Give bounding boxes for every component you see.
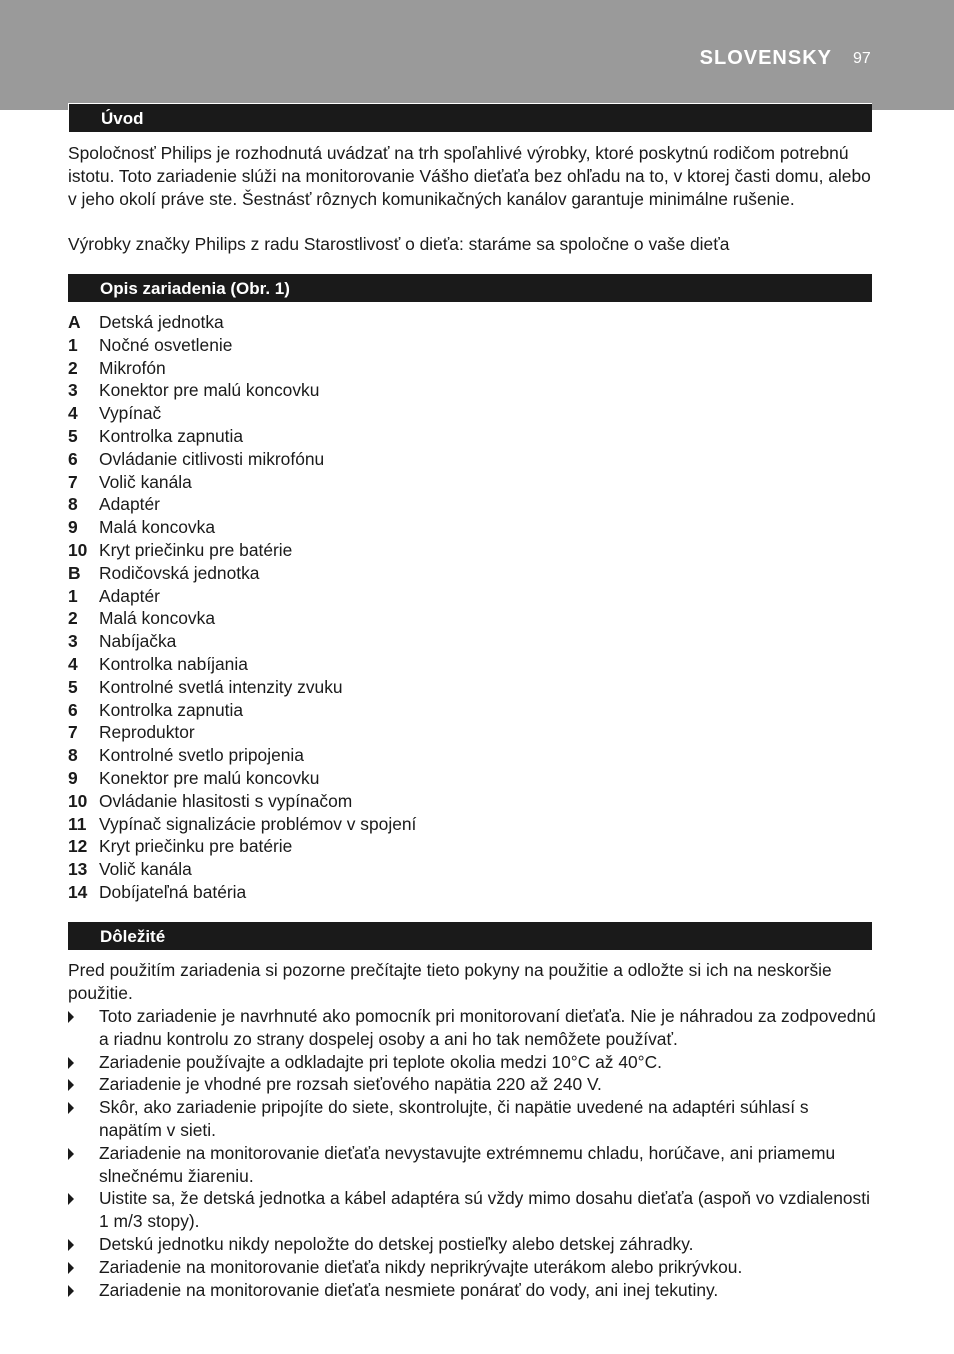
triangle-bullet-icon	[68, 1011, 74, 1023]
triangle-bullet-icon	[68, 1148, 74, 1160]
list-item	[68, 1256, 876, 1279]
part-key: 14	[68, 881, 88, 902]
list-item	[68, 1233, 876, 1256]
part-key: A	[68, 312, 81, 332]
list-item	[68, 539, 416, 562]
part-key: 8	[68, 494, 78, 515]
part-label: Kontrolné svetlá intenzity zvuku	[99, 676, 343, 697]
part-label: Nočné osvetlenie	[99, 334, 233, 355]
bullet-text: Zariadenie na monitorovanie dieťaťa nevystavujte extrémnemu chladu, horúčave, ani priamemu slnečnému žiareniu.	[99, 1142, 836, 1186]
page-number: 97	[853, 50, 871, 67]
list-item	[68, 858, 416, 881]
list-item	[68, 562, 416, 585]
triangle-bullet-icon	[68, 1285, 74, 1297]
intro-tagline: Výrobky značky Philips z radu Starostlivosť o dieťa: staráme sa spoločne o vaše dieťa	[68, 234, 730, 254]
part-key: 10	[68, 539, 88, 560]
section-heading-description: Opis zariadenia (Obr. 1)	[68, 274, 872, 302]
important-bullet-list	[68, 1005, 876, 1301]
part-label: Konektor pre malú koncovku	[99, 380, 320, 401]
part-label: Malá koncovka	[99, 517, 215, 538]
part-key: 10	[68, 790, 88, 811]
list-item	[68, 881, 416, 904]
bullet-text: Zariadenie je vhodné pre rozsah sieťového napätia 220 až 240 V.	[99, 1074, 602, 1095]
part-key: 6	[68, 699, 78, 720]
bullet-text: Detskú jednotku nikdy nepoložte do detskej postieľky alebo detskej záhradky.	[99, 1233, 694, 1254]
list-item	[68, 493, 416, 516]
parts-list	[68, 311, 416, 904]
part-key: 12	[68, 836, 88, 857]
part-label: Adaptér	[99, 494, 160, 515]
list-item	[68, 1073, 876, 1096]
part-key: 1	[68, 585, 78, 606]
list-item	[68, 402, 416, 425]
list-item	[68, 653, 416, 676]
section-heading-intro: Úvod	[68, 103, 872, 132]
part-label: Nabíjačka	[99, 631, 177, 652]
part-label: Malá koncovka	[99, 608, 215, 629]
list-item	[68, 448, 416, 471]
part-label: Detská jednotka	[99, 312, 224, 332]
part-key: 6	[68, 448, 78, 469]
list-item	[68, 767, 416, 790]
section-heading-important: Dôležité	[68, 922, 872, 950]
part-key: 5	[68, 425, 78, 446]
triangle-bullet-icon	[68, 1057, 74, 1069]
part-label: Kryt priečinku pre batérie	[99, 836, 293, 857]
part-key: 9	[68, 517, 78, 538]
triangle-bullet-icon	[68, 1239, 74, 1251]
list-item	[68, 630, 416, 653]
part-key: 8	[68, 745, 78, 766]
list-item	[68, 1051, 876, 1074]
part-key: 2	[68, 357, 78, 378]
triangle-bullet-icon	[68, 1102, 74, 1114]
part-key: 4	[68, 403, 78, 424]
list-item	[68, 1096, 876, 1142]
part-label: Vypínač	[99, 403, 162, 424]
triangle-bullet-icon	[68, 1262, 74, 1274]
part-label: Vypínač signalizácie problémov v spojení	[99, 813, 417, 834]
bullet-text: Uistite sa, že detská jednotka a kábel adaptéra sú vždy mimo dosahu dieťaťa (aspoň vo vzdialenosti 1 m/3 stopy).	[99, 1188, 870, 1232]
list-item	[68, 334, 416, 357]
bullet-text: Zariadenie na monitorovanie dieťaťa nesmiete ponárať do vody, ani inej tekutiny.	[99, 1279, 719, 1300]
part-key: 3	[68, 631, 78, 652]
part-label: Rodičovská jednotka	[99, 562, 260, 583]
list-item	[68, 516, 416, 539]
list-item	[68, 721, 416, 744]
part-label: Mikrofón	[99, 357, 166, 378]
list-item	[68, 1187, 876, 1233]
list-item	[68, 357, 416, 380]
list-item	[68, 311, 416, 334]
part-key: 9	[68, 767, 78, 788]
part-label: Adaptér	[99, 585, 160, 606]
part-key: 2	[68, 608, 78, 629]
part-key: 1	[68, 334, 78, 355]
list-item	[68, 813, 416, 836]
part-label: Kontrolka zapnutia	[99, 425, 244, 446]
list-item	[68, 1005, 876, 1051]
list-item	[68, 699, 416, 722]
bullet-text: Zariadenie na monitorovanie dieťaťa nikdy neprikrývajte uterákom alebo prikrývkou.	[99, 1256, 743, 1277]
part-key: 11	[68, 813, 87, 834]
bullet-text: Toto zariadenie je navrhnuté ako pomocník pri monitorovaní dieťaťa. Nie je náhradou za zodpovednú a riadnu kontrolu zo strany dospelej osoby a ani ho tak nemôžete používať.	[99, 1006, 876, 1049]
part-label: Ovládanie hlasitosti s vypínačom	[99, 790, 353, 811]
part-key: 4	[68, 653, 78, 674]
list-item	[68, 585, 416, 608]
list-item	[68, 744, 416, 767]
list-item	[68, 1279, 876, 1302]
language-label: SLOVENSKY	[699, 47, 832, 69]
page-header-band	[0, 0, 954, 110]
list-item	[68, 790, 416, 813]
list-item	[68, 676, 416, 699]
part-label: Kontrolka zapnutia	[99, 699, 244, 720]
intro-paragraph: Spoločnosť Philips je rozhodnutá uvádzať na trh spoľahlivé výrobky, ktoré poskytnú rodičom potrebnú istotu. Toto zariadenie slúži na monitorovanie Vášho dieťaťa bez ohľadu na to, v ktorej časti domu, alebo v jeho okolí práve ste. Šestnásť rôznych komunikačných kanálov garantuje minimálne rušenie.	[68, 143, 871, 209]
list-item	[68, 425, 416, 448]
part-key: B	[68, 562, 81, 583]
part-key: 3	[68, 380, 78, 401]
important-intro: Pred použitím zariadenia si pozorne prečítajte tieto pokyny na použitie a odložte si ich na neskoršie použitie.	[68, 960, 832, 1003]
part-key: 13	[68, 859, 88, 880]
part-label: Kontrolné svetlo pripojenia	[99, 745, 304, 766]
list-item	[68, 835, 416, 858]
list-item	[68, 471, 416, 494]
bullet-text: Zariadenie používajte a odkladajte pri teplote okolia medzi 10°C až 40°C.	[99, 1051, 663, 1072]
part-label: Reproduktor	[99, 722, 195, 743]
list-item	[68, 607, 416, 630]
part-label: Kontrolka nabíjania	[99, 653, 248, 674]
part-label: Kryt priečinku pre batérie	[99, 539, 293, 560]
part-label: Volič kanála	[99, 859, 192, 880]
bullet-text: Skôr, ako zariadenie pripojíte do siete, skontrolujte, či napätie uvedené na adaptéri súhlasí s napätím v sieti.	[99, 1097, 809, 1140]
triangle-bullet-icon	[68, 1079, 74, 1091]
part-label: Ovládanie citlivosti mikrofónu	[99, 448, 325, 469]
part-key: 5	[68, 676, 78, 697]
part-label: Volič kanála	[99, 471, 192, 492]
part-label: Dobíjateľná batéria	[99, 881, 247, 902]
part-key: 7	[68, 722, 78, 743]
list-item	[68, 1142, 876, 1188]
list-item	[68, 379, 416, 402]
triangle-bullet-icon	[68, 1193, 74, 1205]
part-key: 7	[68, 471, 78, 492]
part-label: Konektor pre malú koncovku	[99, 767, 320, 788]
